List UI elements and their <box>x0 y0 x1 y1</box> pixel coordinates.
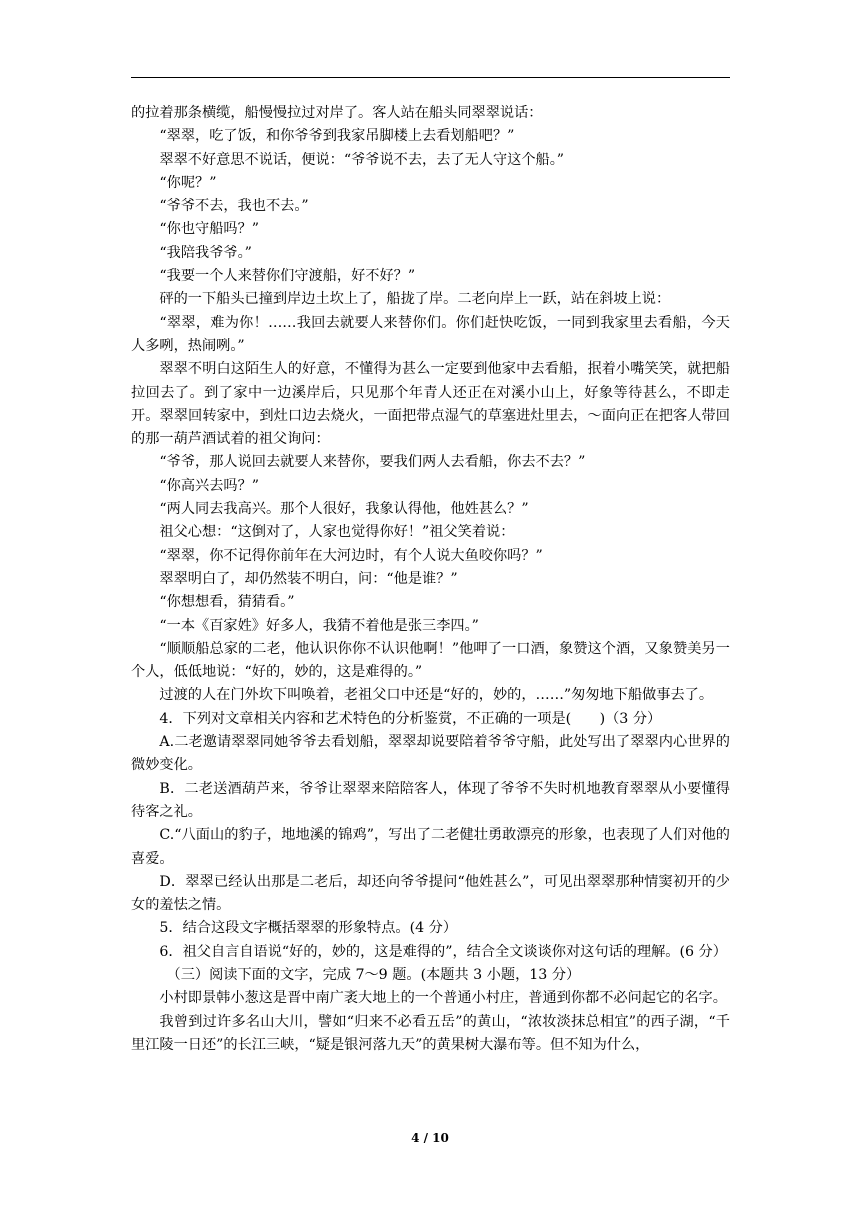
paragraph: “你也守船吗？” <box>159 221 260 238</box>
paragraph: “翠翠，吃了饭，和你爷爷到我家吊脚楼上去看划船吧？” <box>159 128 515 145</box>
section-heading: （三）阅读下面的文字，完成 7～9 题。(本题共 3 小题，13 分） <box>166 966 581 983</box>
paragraph: 过渡的人在门外坎下叫唤着，老祖父口中还是“好的，妙的，……”匆匆地下船做事去了。 <box>159 687 714 704</box>
paragraph: “爷爷不去，我也不去。” <box>159 198 309 215</box>
paragraph: “我要一个人来替你们守渡船，好不好？” <box>159 268 416 285</box>
paragraph: “两人同去我高兴。那个人很好，我象认得他，他姓甚么？” <box>159 501 529 518</box>
paragraph: 翠翠明白了，却仍然装不明白，问：“他是谁？” <box>159 570 458 587</box>
paragraph: “你高兴去吗？” <box>159 477 260 494</box>
paragraph: “你呢？” <box>159 174 217 191</box>
question-6: 6．祖父自言自语说“好的，妙的，这是难得的”，结合全文谈谈你对这句话的理解。(6 分） <box>159 943 727 960</box>
paragraph: 祖父心想：“这倒对了，人家也觉得你好！”祖父笑着说： <box>159 524 515 541</box>
option-a: A.二老邀请翠翠同她爷爷去看划船，翠翠却说要陪着爷爷守船，此处写出了翠翠内心世界的微妙变化。 <box>131 734 730 774</box>
paragraph: “你想想看，猜猜看。” <box>159 594 295 611</box>
paragraph: 砰的一下船头已撞到岸边土坎上了，船拢了岸。二老向岸上一跃，站在斜坡上说： <box>159 291 671 308</box>
paragraph: “我陪我爷爷。” <box>159 244 252 261</box>
paragraph: 的拉着那条横缆，船慢慢拉过对岸了。客人站在船头同翠翠说话： <box>131 105 543 121</box>
paragraph: “翠翠，难为你！……我回去就要人来替你们。你们赶快吃饭，一同到我家里去看船，今天人多咧，热闹咧。” <box>131 314 730 354</box>
paragraph: 翠翠不好意思不说话，便说：“爷爷说不去，去了无人守这个船。” <box>159 151 565 168</box>
paragraph: 我曾到过许多名山大川，譬如“归来不必看五岳”的黄山，“浓妆淡抹总相宜”的西子湖，“千里江陵一日还”的长江三峡，“疑是银河落九天”的黄果树大瀑布等。但不知为什么， <box>131 1013 730 1053</box>
paragraph: “顺顺船总家的二老，他认识你你不认识他啊！”他呷了一口酒，象赞这个酒，又象赞美另一个人，低低地说：“好的，妙的，这是难得的。” <box>131 640 730 681</box>
option-d: D．翠翠已经认出那是二老后，却还向爷爷提问“他姓甚么”，可见出翠翠那种情窦初开的少女的羞怯之情。 <box>131 873 730 914</box>
option-b: B．二老送酒葫芦来，爷爷让翠翠来陪陪客人，体现了爷爷不失时机地教育翠翠从小要懂得待客之礼。 <box>131 780 730 820</box>
header-rule <box>131 77 730 78</box>
paragraph: “翠翠，你不记得你前年在大河边时，有个人说大鱼咬你吗？” <box>159 547 543 564</box>
question-5: 5．结合这段文字概括翠翠的形象特点。(4 分） <box>159 920 458 937</box>
paragraph: “爷爷，那人说回去就要人来替你，要我们两人去看船，你去不去？” <box>159 454 586 471</box>
question-4: 4．下列对文章相关内容和艺术特色的分析鉴赏，不正确的一项是( )（3 分） <box>159 710 662 727</box>
paragraph: 翠翠不明白这陌生人的好意，不懂得为甚么一定要到他家中去看船，抿着小嘴笑笑，就把船拉回去了。到了家中一边溪岸后，只见那个年青人还正在对溪小山上，好象等待甚么，不即走开。翠翠回转家中，到灶口边去烧火，一面把带点湿气的草塞进灶里去，～面向正在把客人带回的那一葫芦酒试着的祖父询问： <box>131 361 730 448</box>
body-text <box>131 102 730 1057</box>
paragraph: “一本《百家姓》好多人，我猜不着他是张三李四。” <box>159 617 479 634</box>
paragraph: 小村即景韩小葱这是晋中南广袤大地上的一个普通小村庄，普通到你都不必问起它的名字。 <box>159 990 727 1007</box>
option-c: C.“八面山的豹子，地地溪的锦鸡”，写出了二老健壮勇敢漂亮的形象，也表现了人们对他的喜爱。 <box>131 827 730 867</box>
page-number: 4 / 10 <box>411 1131 449 1145</box>
